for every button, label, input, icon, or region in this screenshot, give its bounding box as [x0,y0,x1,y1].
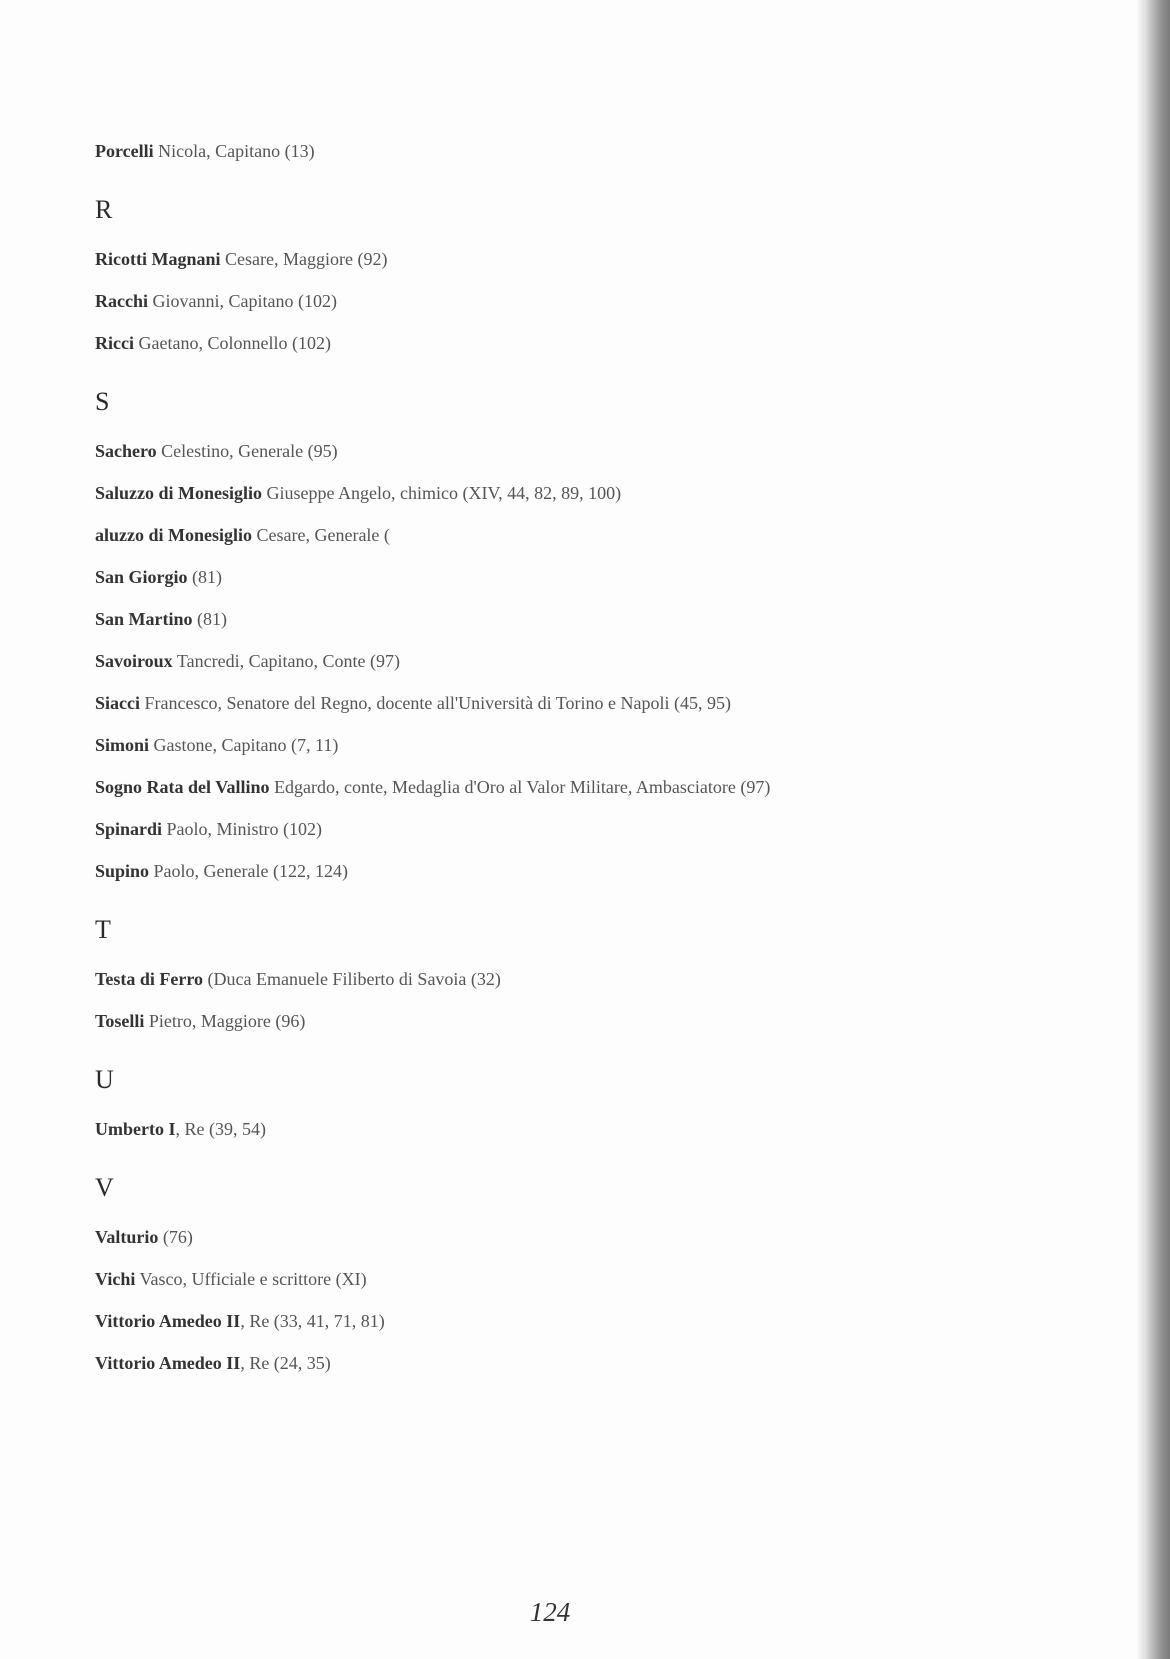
index-entry [95,1010,1045,1032]
entry-name: Vittorio Amedeo II [95,1311,241,1331]
index-entry [95,140,1045,162]
entry-description: Cesare, Maggiore (92) [220,249,388,269]
index-entry [95,332,1045,354]
entry-name: Simoni [95,735,150,755]
index-entry [95,1226,1045,1248]
index-section [95,194,1045,354]
index-entry [95,440,1045,462]
entry-description: Francesco, Senatore del Regno, docente all'Università di Torino e Napoli (45, 95) [140,693,731,713]
entry-name: Siacci [95,693,140,713]
entry-name: Sogno Rata del Vallino [95,777,270,797]
page-edge-shadow [1144,0,1170,1659]
index-entry [95,482,1045,504]
index-section [95,1172,1045,1374]
entry-name: Ricotti Magnani [95,249,221,269]
section-letter: V [95,1173,114,1202]
entry-name: Racchi [95,291,148,311]
entry-name: Umberto I [95,1119,176,1139]
index-entry [95,524,1045,546]
index-entry [95,692,1045,714]
entry-description: , Re (33, 41, 71, 81) [240,1311,385,1331]
entry-description: Paolo, Ministro (102) [162,819,323,839]
entry-description: (Duca Emanuele Filiberto di Savoia (32) [203,969,501,989]
entry-description: Paolo, Generale (122, 124) [149,861,348,881]
index-section [95,386,1045,882]
entry-name: aluzzo di Monesiglio [95,525,252,545]
index-entry [95,968,1045,990]
index-entry [95,248,1045,270]
index-entry [95,650,1045,672]
entry-description: (81) [187,567,223,587]
page-number: 124 [529,1597,571,1627]
entry-description: Nicola, Capitano (13) [153,141,315,161]
entry-name: Toselli [95,1011,145,1031]
entry-name: Vittorio Amedeo II [95,1353,241,1373]
entry-name: Sachero [95,441,157,461]
entry-description: Giuseppe Angelo, chimico (XIV, 44, 82, 89, 100) [262,483,622,503]
index-entry [95,818,1045,840]
entry-name: Ricci [95,333,134,353]
entry-description: Edgardo, conte, Medaglia d'Oro al Valor Militare, Ambasciatore (97) [269,777,771,797]
name-index [95,140,1045,1394]
index-entry [95,290,1045,312]
entry-name: Supino [95,861,150,881]
entry-name: San Martino [95,609,193,629]
entry-description: (76) [158,1227,193,1247]
entry-description: , Re (24, 35) [240,1353,331,1373]
index-section [95,914,1045,1032]
entry-name: Saluzzo di Monesiglio [95,483,263,503]
index-entry [95,1118,1045,1140]
entry-name: Savoiroux [95,651,173,671]
entry-description: , Re (39, 54) [175,1119,266,1139]
index-entry [95,860,1045,882]
index-entry [95,734,1045,756]
entry-name: Valturio [95,1227,159,1247]
entry-description: Tancredi, Capitano, Conte (97) [172,651,401,671]
entry-description: Giovanni, Capitano (102) [148,291,337,311]
index-entry [95,608,1045,630]
entry-name: Vichi [95,1269,136,1289]
entry-name: Testa di Ferro [95,969,203,989]
section-letter: R [95,195,113,224]
section-letter: T [95,915,111,944]
entry-description: Pietro, Maggiore (96) [144,1011,306,1031]
section-letter: S [95,387,110,416]
entry-name: San Giorgio [95,567,188,587]
index-entry [95,776,1045,798]
section-letter: U [95,1065,114,1094]
index-entry [95,1310,1045,1332]
index-entry [95,566,1045,588]
entry-description: Cesare, Generale ( [252,525,390,545]
entry-name: Porcelli [95,141,154,161]
entry-name: Spinardi [95,819,163,839]
entry-description: (81) [192,609,228,629]
entry-description: Gastone, Capitano (7, 11) [149,735,339,755]
index-section [95,1064,1045,1140]
index-entry [95,1352,1045,1374]
index-entry [95,1268,1045,1290]
entry-description: Celestino, Generale (95) [156,441,338,461]
page-edge-gradient [1136,0,1144,1659]
entry-description: Vasco, Ufficiale e scrittore (XI) [135,1269,367,1289]
entry-description: Gaetano, Colonnello (102) [133,333,331,353]
index-section [95,140,1045,162]
